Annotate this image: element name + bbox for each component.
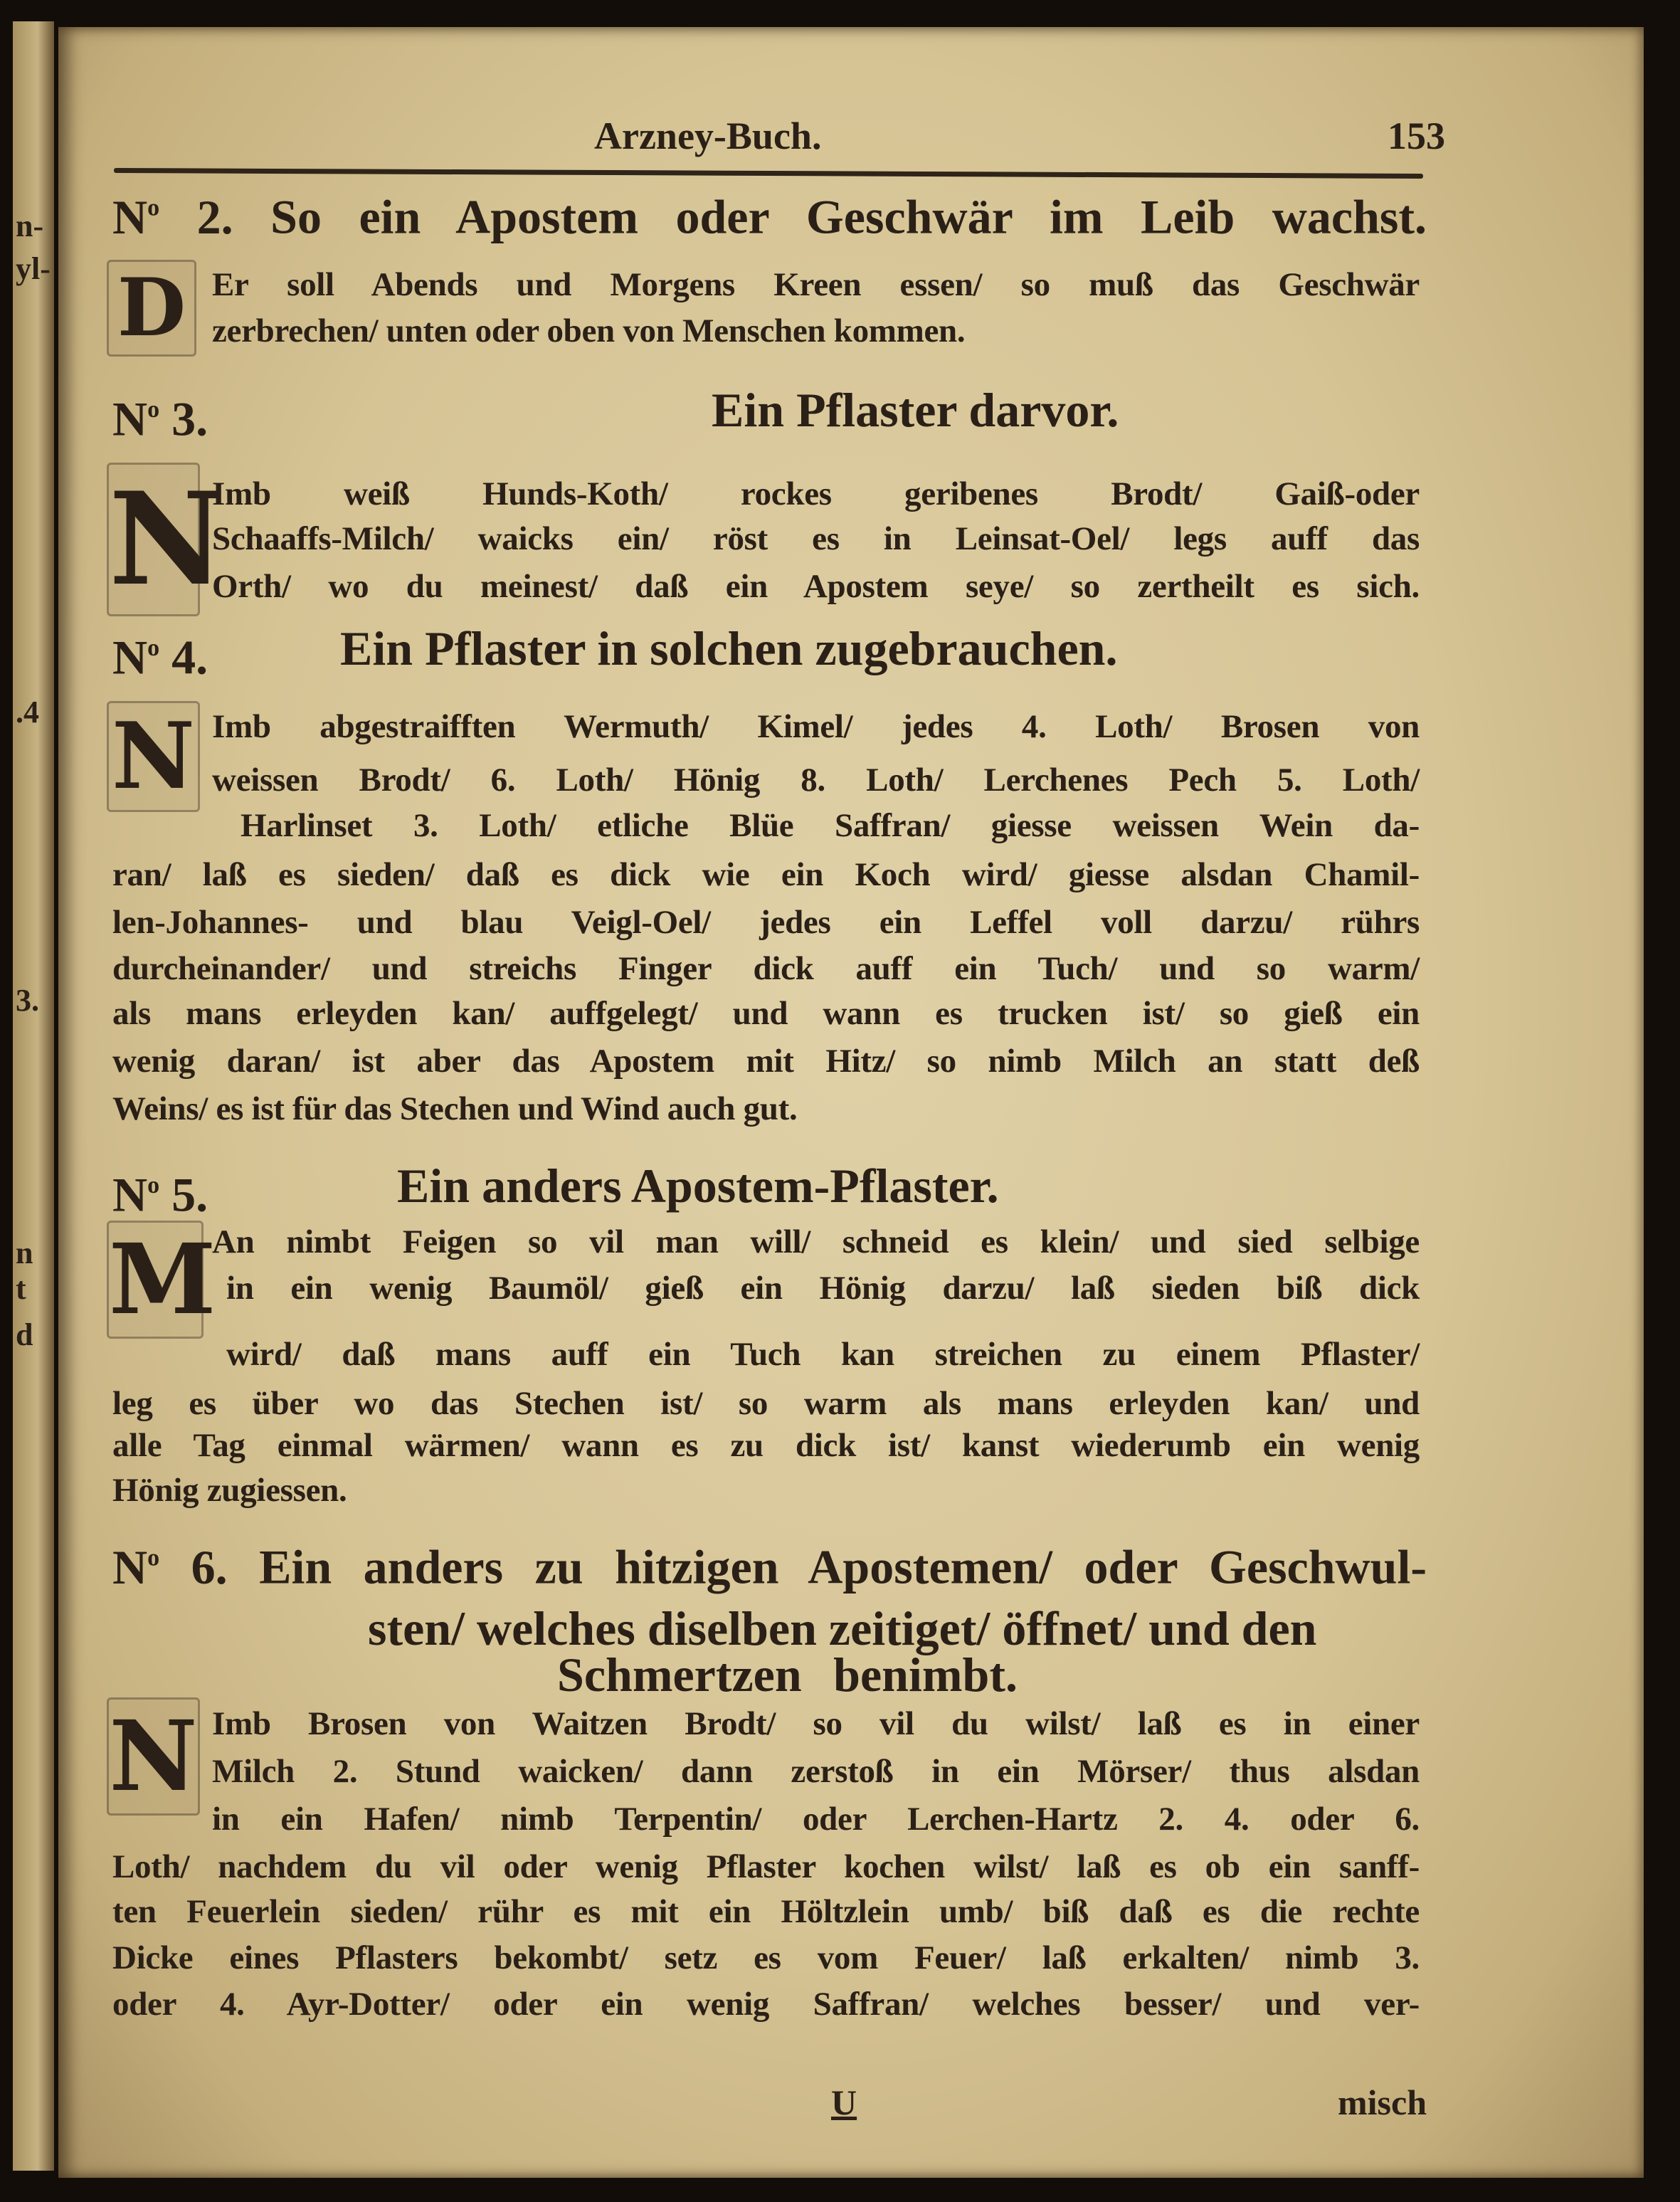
previous-page-fragment: d	[16, 1317, 33, 1352]
body-text-line: wird/ daß mans auff ein Tuch kan streichen zu einem Pflaster/	[226, 1336, 1420, 1373]
section-heading	[112, 178, 1427, 244]
body-text-line: Dicke eines Pflasters bekombt/ setz es vom Feuer/ laß erkalten/ nimb 3.	[112, 1939, 1420, 1976]
previous-page-fragment: yl-	[16, 251, 51, 286]
section-number: $N^o$ 5.	[112, 1167, 208, 1222]
body-text-line: Loth/ nachdem du vil oder wenig Pflaster kochen wilst/ laß es ob ein sanff-	[112, 1848, 1420, 1885]
drop-cap-initial: M	[107, 1221, 204, 1339]
section-heading	[112, 1528, 1427, 1594]
body-text-line: Imb abgestraifften Wermuth/ Kimel/ jedes 4. Loth/ Brosen von	[212, 708, 1420, 745]
section-number: $N^o$ 4.	[112, 630, 208, 685]
section-title: Ein anders zu hitzigen Apostemen/ oder Geschwul-	[259, 1539, 1427, 1594]
body-text-line: wenig daran/ ist aber das Apostem mit Hitz/ so nimb Milch an statt deß	[112, 1043, 1420, 1080]
section-number: $N^o$ 6.	[112, 1539, 228, 1594]
body-text-line: Schaaffs-Milch/ waicks ein/ röst es in Leinsat-Oel/ legs auff das	[212, 520, 1420, 557]
body-text-line: als mans erleyden kan/ auffgelegt/ und wann es trucken ist/ so gieß ein	[112, 995, 1420, 1032]
catchword: misch	[1338, 2082, 1427, 2122]
body-text-line: weissen Brodt/ 6. Loth/ Hönig 8. Loth/ Lerchenes Pech 5. Loth/	[212, 762, 1420, 799]
section-title-continued: Schmertzen benimbt.	[557, 1648, 1018, 1702]
section-title: So ein Apostem oder Geschwär im Leib wachst.	[270, 189, 1427, 244]
previous-page-fragment: .4	[16, 695, 39, 729]
previous-page-fragment: n-	[16, 209, 44, 243]
body-text-line: ran/ laß es sieden/ daß es dick wie ein Koch wird/ giesse alsdan Chamil-	[112, 856, 1420, 893]
body-text-line: An nimbt Feigen so vil man will/ schneid es klein/ und sied selbige	[212, 1223, 1420, 1260]
drop-cap-initial: N	[107, 463, 200, 616]
body-text-line: Imb weiß Hunds-Koth/ rockes geribenes Brodt/ Gaiß-oder	[212, 475, 1420, 512]
body-text-line: in ein wenig Baumöl/ gieß ein Hönig darzu/ laß sieden biß dick	[226, 1270, 1420, 1307]
body-text-line: Weins/ es ist für das Stechen und Wind auch gut.	[112, 1090, 798, 1127]
drop-cap-initial: D	[107, 260, 196, 357]
section-number: $N^o$ 3.	[112, 391, 208, 446]
page-number: 153	[1388, 115, 1445, 157]
running-title: Arzney-Buch.	[594, 115, 822, 157]
previous-page-fragment: t	[16, 1271, 26, 1306]
previous-page-fragment: n	[16, 1236, 33, 1270]
section-number: $N^o$ 2.	[112, 189, 233, 244]
body-text-line: leg es über wo das Stechen ist/ so warm als mans erleyden kan/ und	[112, 1385, 1420, 1422]
section-title: Ein Pflaster in solchen zugebrauchen.	[340, 621, 1118, 675]
section-title-continued: sten/ welches diselben zeitiget/ öffnet/ und den	[368, 1601, 1317, 1655]
body-text-line: in ein Hafen/ nimb Terpentin/ oder Lerchen-Hartz 2. 4. oder 6.	[212, 1801, 1420, 1838]
drop-cap-initial: N	[107, 701, 200, 812]
body-text-line: Hönig zugiessen.	[112, 1472, 347, 1509]
body-text-line: oder 4. Ayr-Dotter/ oder ein wenig Saffran/ welches besser/ und ver-	[112, 1986, 1420, 2023]
previous-page-fragment: 3.	[16, 983, 39, 1018]
section-title: Ein Pflaster darvor.	[712, 383, 1119, 437]
body-text-line: len-Johannes- und blau Veigl-Oel/ jedes ein Leffel voll darzu/ rührs	[112, 904, 1420, 941]
body-text-line: durcheinander/ und streichs Finger dick auff ein Tuch/ und so warm/	[112, 950, 1420, 987]
body-text-line: zerbrechen/ unten oder oben von Menschen kommen.	[212, 312, 966, 349]
body-text-line: Orth/ wo du meinest/ daß ein Apostem seye/ so zertheilt es sich.	[212, 568, 1420, 605]
body-text-line: alle Tag einmal wärmen/ wann es zu dick ist/ kanst wiederumb ein wenig	[112, 1427, 1420, 1464]
body-text-line: Milch 2. Stund waicken/ dann zerstoß in ein Mörser/ thus alsdan	[212, 1753, 1420, 1790]
drop-cap-initial: N	[107, 1697, 200, 1816]
body-text-line: Er soll Abends und Morgens Kreen essen/ so muß das Geschwär	[212, 266, 1420, 303]
body-text-line: ten Feuerlein sieden/ rühr es mit ein Höltzlein umb/ biß daß es die rechte	[112, 1893, 1420, 1930]
section-title: Ein anders Apostem-Pflaster.	[397, 1159, 999, 1213]
signature-mark: U	[831, 2082, 857, 2122]
body-text-line: Imb Brosen von Waitzen Brodt/ so vil du wilst/ laß es in einer	[212, 1705, 1420, 1742]
body-text-line: Harlinset 3. Loth/ etliche Blüe Saffran/ giesse weissen Wein da-	[241, 807, 1420, 844]
previous-page-edge	[13, 21, 54, 2171]
